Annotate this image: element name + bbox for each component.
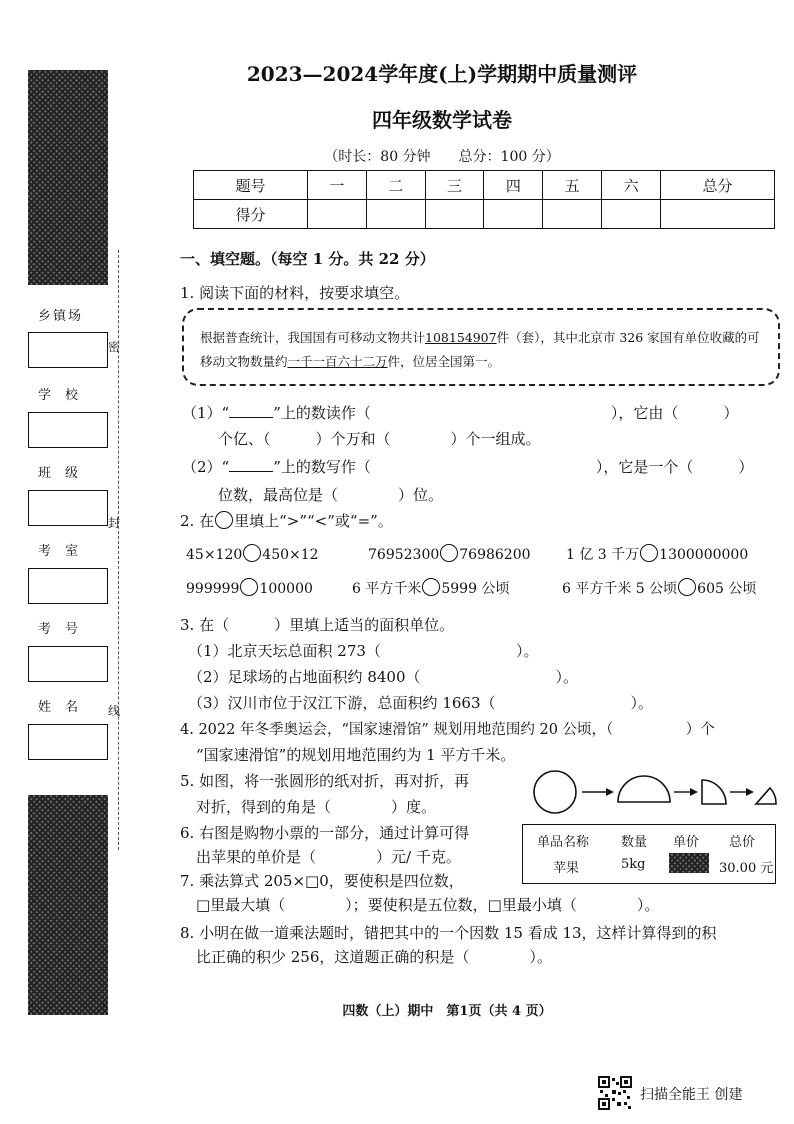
arrow-head-1: [606, 788, 614, 796]
section1-heading: 一、填空题。（每空 1 分。共 22 分）: [180, 250, 435, 268]
circle-shape: [534, 771, 576, 813]
compare-circle-icon[interactable]: [678, 578, 696, 596]
qr-code-icon: [598, 1076, 632, 1110]
arrow-head-3: [746, 788, 754, 796]
q3-3: （3）汉川市位于汉江下游，总面积约 1663（ ）。: [188, 694, 653, 712]
q2-row2-right: [562, 578, 756, 598]
receipt-price-obscured: [669, 853, 709, 873]
q4-line1: 4. 2022 年冬季奥运会，“国家速滑馆” 规划用地范围约 20 公顷，（ ）个: [180, 722, 715, 738]
q2-row1-mid: [368, 544, 531, 563]
q2-pre: 2. 在: [180, 512, 215, 530]
receipt-item: 苹果: [553, 861, 580, 876]
q5-line1: 5. 如图，将一张圆形的纸对折，再对折，再: [180, 772, 470, 790]
q2-r2-c: 6 平方千米: [352, 581, 422, 597]
arrow-head-2: [690, 788, 698, 796]
q2-r1-e: 1 亿 3 千万: [566, 547, 640, 563]
material-text: [200, 326, 766, 374]
q1-1-text: ”上的数读作（ ），它由（ ）: [273, 404, 739, 422]
q6-line2: 出苹果的单价是（ ）元/ 千克。: [196, 848, 461, 866]
field-school[interactable]: [28, 412, 108, 448]
eighth-circle-shape: [756, 788, 776, 804]
score-cell: 得分: [194, 200, 308, 229]
score-cell: 三: [425, 171, 484, 200]
score-cell: 二: [366, 171, 425, 200]
q2-post: 里填上“>”“<”或“=”。: [234, 512, 393, 530]
field-exam-room[interactable]: [28, 568, 108, 604]
material-post: 件，位居全国第一。: [387, 354, 501, 369]
exam-subtitle: 四年级数学试卷: [372, 108, 512, 132]
q1-1-blank-mark: [229, 403, 273, 418]
q2-r1-c: 76952300: [368, 547, 440, 563]
q2-r2-d: 5999 公顷: [441, 581, 510, 597]
field-name[interactable]: [28, 724, 108, 760]
score-input[interactable]: [425, 200, 484, 229]
label-exam-number: 考号: [38, 622, 93, 637]
q2-r2-e: 6 平方千米 5 公顷: [562, 581, 678, 597]
q2-row1: [186, 544, 319, 563]
field-exam-number[interactable]: [28, 646, 108, 682]
score-cell: 总分: [661, 171, 775, 200]
receipt-header: 总价: [729, 835, 756, 850]
q2-row1-right: [566, 544, 748, 564]
q7-line1: 7. 乘法算式 205×□0，要使积是四位数，: [180, 872, 464, 890]
score-table: [193, 170, 775, 229]
q2-r1-d: 76986200: [459, 547, 531, 563]
q8-line1: 8. 小明在做一道乘法题时，错把其中的一个因数 15 看成 13，这样计算得到的积: [180, 924, 717, 942]
label-exam-room: 考室: [38, 544, 93, 559]
q1-1-line1: [182, 402, 738, 423]
q7-line2: □里最大填（ ）；要使积是五位数，□里最小填（ ）。: [196, 896, 660, 914]
field-township[interactable]: [28, 332, 108, 368]
q8-line2: 比正确的积少 256，这道题正确的积是（ ）。: [196, 948, 552, 966]
receipt-header: 数量: [621, 835, 648, 850]
q1-2-prefix: （2）“: [182, 458, 230, 476]
score-table-header-row: [194, 171, 775, 200]
q2-r1-b: 450×12: [262, 547, 319, 563]
score-cell: 四: [484, 171, 543, 200]
material-pre: 根据普查统计，我国国有可移动文物共计: [200, 330, 426, 345]
score-input[interactable]: [602, 200, 661, 229]
score-input[interactable]: [366, 200, 425, 229]
score-table-score-row: [194, 200, 775, 229]
receipt-header: 单价: [673, 835, 700, 850]
q5-line2: 对折，得到的角是（ ）度。: [196, 798, 437, 816]
score-input[interactable]: [307, 200, 366, 229]
q2-row2-mid: [352, 578, 509, 598]
label-name: 姓名: [38, 700, 93, 715]
score-cell: 一: [307, 171, 366, 200]
q1-2-line2: 位数，最高位是（ ）位。: [218, 486, 444, 504]
seal-char-mi: 密: [108, 340, 121, 354]
quarter-circle-shape: [702, 780, 726, 804]
compare-circle-icon[interactable]: [240, 578, 258, 596]
compare-circle-icon: [215, 511, 233, 529]
q3-title: 3. 在（ ）里填上适当的面积单位。: [180, 616, 455, 634]
q4-line2: “国家速滑馆”的规划用地范围约为 1 平方千米。: [196, 746, 516, 764]
score-input[interactable]: [661, 200, 775, 229]
score-cell: 题号: [194, 171, 308, 200]
page-footer: 四数（上）期中 第1页（共 4 页）: [342, 1004, 552, 1019]
q2-title: [180, 510, 393, 531]
compare-circle-icon[interactable]: [440, 544, 458, 562]
q2-row2: [186, 578, 313, 597]
q2-r2-f: 605 公顷: [697, 581, 757, 597]
compare-circle-icon[interactable]: [422, 578, 440, 596]
receipt-header: 单品名称: [537, 835, 590, 850]
label-township: 乡镇场: [38, 309, 84, 324]
sidebar-hatch-top: [28, 70, 108, 285]
exam-title: 2023—2024学年度(上)学期期中质量测评: [246, 62, 638, 86]
folding-figure: [530, 764, 780, 820]
score-cell: 六: [602, 171, 661, 200]
q1-2-line1: [182, 456, 753, 477]
sidebar-hatch-bottom: [28, 795, 108, 1015]
q2-r2-a: 999999: [186, 581, 240, 597]
score-cell: 五: [543, 171, 602, 200]
q1-2-blank-mark: [229, 457, 273, 472]
seal-char-xian: 线: [108, 704, 121, 718]
material-mid: 件（套），其中北京市 326 家国有单位收藏的可移动文物数量约: [200, 330, 760, 369]
compare-circle-icon[interactable]: [243, 544, 261, 562]
q3-1: （1）北京天坛总面积 273（ ）。: [188, 642, 539, 660]
q1-1-prefix: （1）“: [182, 404, 230, 422]
q2-r1-f: 1300000000: [659, 547, 749, 563]
q2-r2-b: 100000: [259, 581, 313, 597]
receipt-quantity: 5kg: [621, 857, 646, 872]
q3-2: （2）足球场的占地面积约 8400（ ）。: [188, 668, 578, 686]
q6-line1: 6. 右图是购物小票的一部分，通过计算可得: [180, 824, 470, 842]
material-number: 108154907: [425, 330, 497, 345]
label-school: 学校: [38, 388, 93, 403]
q1-intro: 1. 阅读下面的材料，按要求填空。: [180, 284, 410, 302]
field-class[interactable]: [28, 490, 108, 526]
q2-r1-a: 45×120: [186, 547, 243, 563]
exam-duration: （时长：80 分钟 总分：100 分）: [324, 149, 560, 165]
seal-char-feng: 封: [108, 516, 121, 530]
receipt: [522, 824, 776, 884]
q1-2-text: ”上的数写作（ ），它是一个（ ）: [273, 458, 754, 476]
score-input[interactable]: [484, 200, 543, 229]
material-number-2: 一千一百六十二万: [287, 354, 388, 369]
scanner-watermark: 扫描全能王 创建: [640, 1087, 743, 1103]
q1-1-line2: 个亿、（ ）个万和（ ）个一组成。: [218, 430, 541, 448]
receipt-total: 30.00 元: [719, 861, 774, 876]
label-class: 班级: [38, 466, 93, 481]
score-input[interactable]: [543, 200, 602, 229]
compare-circle-icon[interactable]: [640, 544, 658, 562]
half-circle-shape: [618, 776, 670, 802]
